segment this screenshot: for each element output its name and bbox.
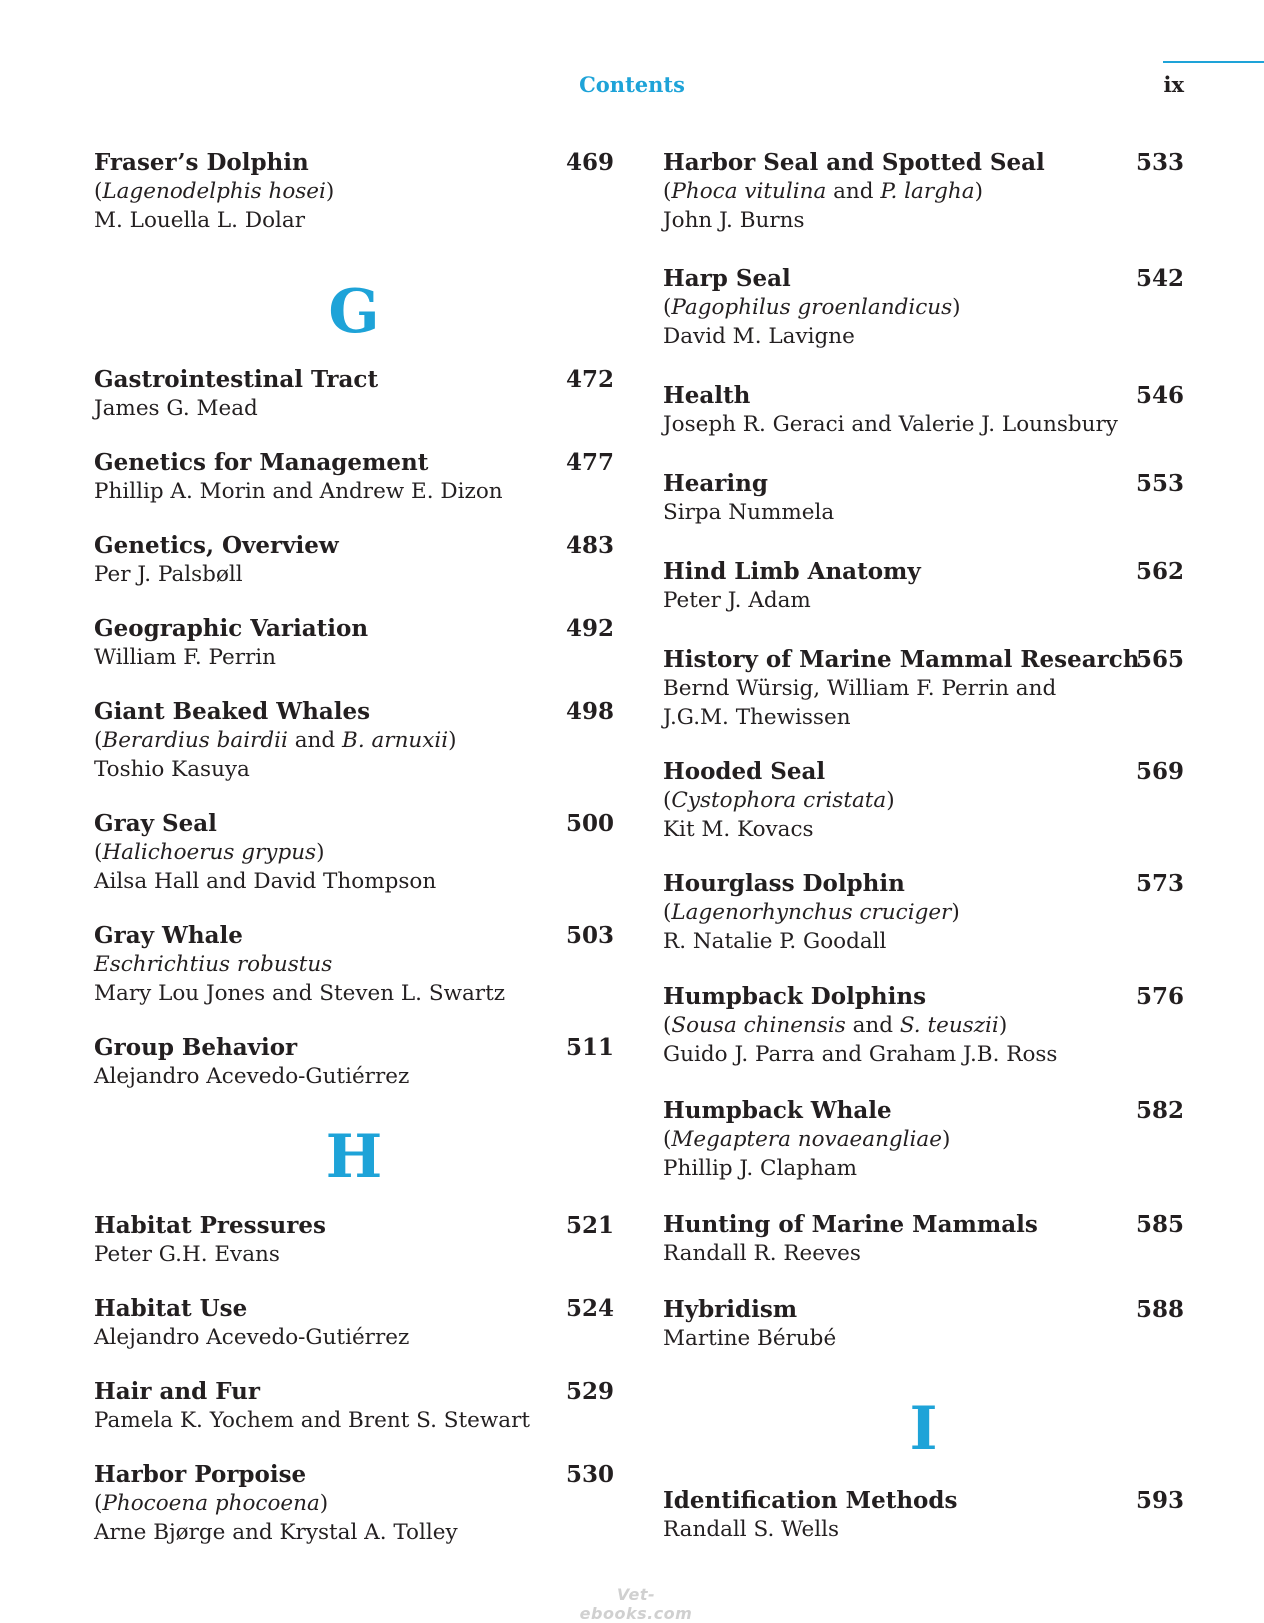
toc-entry[interactable]	[94, 1033, 614, 1091]
entry-title: Harbor Porpoise	[94, 1461, 307, 1488]
entry-page: 565	[1135, 646, 1184, 673]
entry-page: 492	[565, 615, 614, 642]
entry-authors: Guido J. Parra and Graham J.B. Ross	[663, 1042, 1058, 1067]
toc-entry[interactable]	[94, 148, 614, 235]
entry-authors: Kit M. Kovacs	[663, 817, 814, 842]
entry-authors: William F. Perrin	[94, 645, 277, 670]
section-letter-g: G	[328, 277, 380, 347]
entry-title: Hearing	[663, 470, 768, 497]
entry-page: 573	[1135, 870, 1184, 897]
entry-page: 542	[1135, 265, 1184, 292]
entry-title: Harbor Seal and Spotted Seal	[663, 149, 1045, 176]
entry-authors: Randall R. Reeves	[663, 1241, 861, 1266]
entry-page: 553	[1135, 470, 1184, 497]
entry-title: Geographic Variation	[94, 615, 369, 642]
entry-page: 585	[1135, 1211, 1184, 1238]
entry-page: 562	[1135, 558, 1184, 585]
entry-page: 472	[565, 366, 614, 393]
entry-title: Hair and Fur	[94, 1378, 260, 1405]
entry-authors: R. Natalie P. Goodall	[663, 929, 887, 954]
toc-entry[interactable]	[94, 614, 614, 672]
entry-title: Giant Beaked Whales	[94, 698, 371, 725]
toc-entry[interactable]	[663, 869, 1184, 956]
entry-title: Hooded Seal	[663, 758, 826, 785]
entry-page: 530	[565, 1461, 614, 1488]
entry-page: 582	[1135, 1097, 1184, 1124]
toc-entry[interactable]	[663, 381, 1184, 439]
toc-entry[interactable]	[94, 921, 614, 1008]
entry-title: Hind Limb Anatomy	[663, 558, 921, 585]
entry-title: Habitat Pressures	[94, 1212, 326, 1239]
toc-entry[interactable]	[94, 448, 614, 506]
entry-species: (Lagenodelphis hosei)	[94, 179, 335, 204]
entry-authors: Pamela K. Yochem and Brent S. Stewart	[94, 1408, 531, 1433]
entry-authors: Martine Bérubé	[663, 1326, 837, 1351]
entry-title: Humpback Whale	[663, 1097, 892, 1124]
toc-entry[interactable]	[94, 1211, 614, 1269]
entry-title: Fraser’s Dolphin	[94, 149, 309, 176]
toc-entry[interactable]	[663, 1295, 1184, 1353]
toc-entry[interactable]	[663, 1210, 1184, 1268]
entry-authors: Peter J. Adam	[663, 588, 811, 613]
entry-page: 546	[1135, 382, 1184, 409]
toc-entry[interactable]	[94, 697, 614, 784]
watermark: Vet-ebooks.com	[579, 1585, 693, 1623]
entry-authors: Alejandro Acevedo-Gutiérrez	[94, 1325, 410, 1350]
entry-species: (Sousa chinensis and S. teuszii)	[663, 1013, 1008, 1038]
entry-title: Hunting of Marine Mammals	[663, 1211, 1038, 1238]
toc-entry[interactable]	[94, 365, 614, 423]
toc-entry[interactable]	[94, 1294, 614, 1352]
toc-entry[interactable]	[94, 531, 614, 589]
entry-title: Health	[663, 382, 751, 409]
entry-authors: M. Louella L. Dolar	[94, 208, 305, 233]
entry-authors: Alejandro Acevedo-Gutiérrez	[94, 1064, 410, 1089]
entry-page: 483	[565, 532, 614, 559]
entry-authors: David M. Lavigne	[663, 324, 855, 349]
entry-page: 511	[565, 1034, 614, 1061]
entry-authors: Ailsa Hall and David Thompson	[94, 869, 437, 894]
toc-entry[interactable]	[94, 1377, 614, 1435]
entry-title: Hybridism	[663, 1296, 798, 1323]
entry-species: (Cystophora cristata)	[663, 788, 895, 813]
toc-entry[interactable]	[663, 1096, 1184, 1183]
entry-title: Identification Methods	[663, 1487, 958, 1514]
entry-page: 576	[1135, 983, 1184, 1010]
entry-authors: Randall S. Wells	[663, 1517, 839, 1542]
entry-page: 529	[565, 1378, 614, 1405]
entry-authors: Mary Lou Jones and Steven L. Swartz	[94, 981, 506, 1006]
entry-page: 498	[565, 698, 614, 725]
entry-authors: Sirpa Nummela	[663, 500, 835, 525]
entry-species: (Phoca vitulina and P. largha)	[663, 179, 983, 204]
entry-authors: James G. Mead	[94, 396, 258, 421]
entry-authors: Bernd Würsig, William F. Perrin and	[663, 676, 1057, 701]
entry-page: 477	[565, 449, 614, 476]
toc-entry[interactable]	[94, 809, 614, 896]
entry-page: 521	[565, 1212, 614, 1239]
top-rule	[1163, 61, 1264, 63]
toc-entry[interactable]	[663, 757, 1184, 844]
entry-species: (Pagophilus groenlandicus)	[663, 295, 961, 320]
entry-page: 533	[1135, 149, 1184, 176]
entry-page: 469	[565, 149, 614, 176]
toc-entry[interactable]	[663, 469, 1184, 527]
entry-title: Genetics, Overview	[94, 532, 339, 559]
entry-species: (Phocoena phocoena)	[94, 1491, 329, 1516]
toc-entry[interactable]	[663, 645, 1184, 732]
toc-entry[interactable]	[663, 557, 1184, 615]
entry-authors: Phillip A. Morin and Andrew E. Dizon	[94, 479, 503, 504]
entry-authors: Arne Bjørge and Krystal A. Tolley	[94, 1520, 458, 1545]
entry-authors: Per J. Palsbøll	[94, 562, 243, 587]
toc-entry[interactable]	[663, 264, 1184, 351]
entry-species: (Lagenorhynchus cruciger)	[663, 900, 960, 925]
running-head: Contents	[579, 72, 685, 97]
entry-authors: Toshio Kasuya	[94, 757, 250, 782]
entry-authors: Phillip J. Clapham	[663, 1156, 857, 1181]
entry-species: (Megaptera novaeangliae)	[663, 1127, 951, 1152]
toc-entry[interactable]	[663, 1486, 1184, 1544]
entry-page: 593	[1135, 1487, 1184, 1514]
entry-title: Humpback Dolphins	[663, 983, 927, 1010]
entry-authors: Joseph R. Geraci and Valerie J. Lounsbury	[663, 412, 1118, 437]
entry-title: Harp Seal	[663, 265, 791, 292]
entry-title: Gray Whale	[94, 922, 243, 949]
entry-title: Gastrointestinal Tract	[94, 366, 379, 393]
entry-page: 500	[565, 810, 614, 837]
entry-page: 569	[1135, 758, 1184, 785]
toc-entry[interactable]	[663, 982, 1184, 1069]
entry-title: History of Marine Mammal Research	[663, 646, 1140, 673]
entry-page: 503	[565, 922, 614, 949]
entry-title: Genetics for Management	[94, 449, 429, 476]
entry-title: Group Behavior	[94, 1034, 298, 1061]
page-number: ix	[1163, 72, 1184, 97]
entry-title: Habitat Use	[94, 1295, 248, 1322]
entry-page: 524	[565, 1295, 614, 1322]
section-letter-i: I	[909, 1394, 938, 1464]
entry-authors: J.G.M. Thewissen	[663, 705, 851, 730]
entry-title: Gray Seal	[94, 810, 217, 837]
entry-species: (Berardius bairdii and B. arnuxii)	[94, 728, 457, 753]
entry-page: 588	[1135, 1296, 1184, 1323]
entry-authors: John J. Burns	[663, 208, 805, 233]
entry-species: Eschrichtius robustus	[94, 952, 333, 977]
entry-title: Hourglass Dolphin	[663, 870, 905, 897]
toc-entry[interactable]	[663, 148, 1184, 235]
section-letter-h: H	[325, 1122, 383, 1192]
entry-authors: Peter G.H. Evans	[94, 1242, 280, 1267]
entry-species: (Halichoerus grypus)	[94, 840, 325, 865]
toc-entry[interactable]	[94, 1460, 614, 1547]
